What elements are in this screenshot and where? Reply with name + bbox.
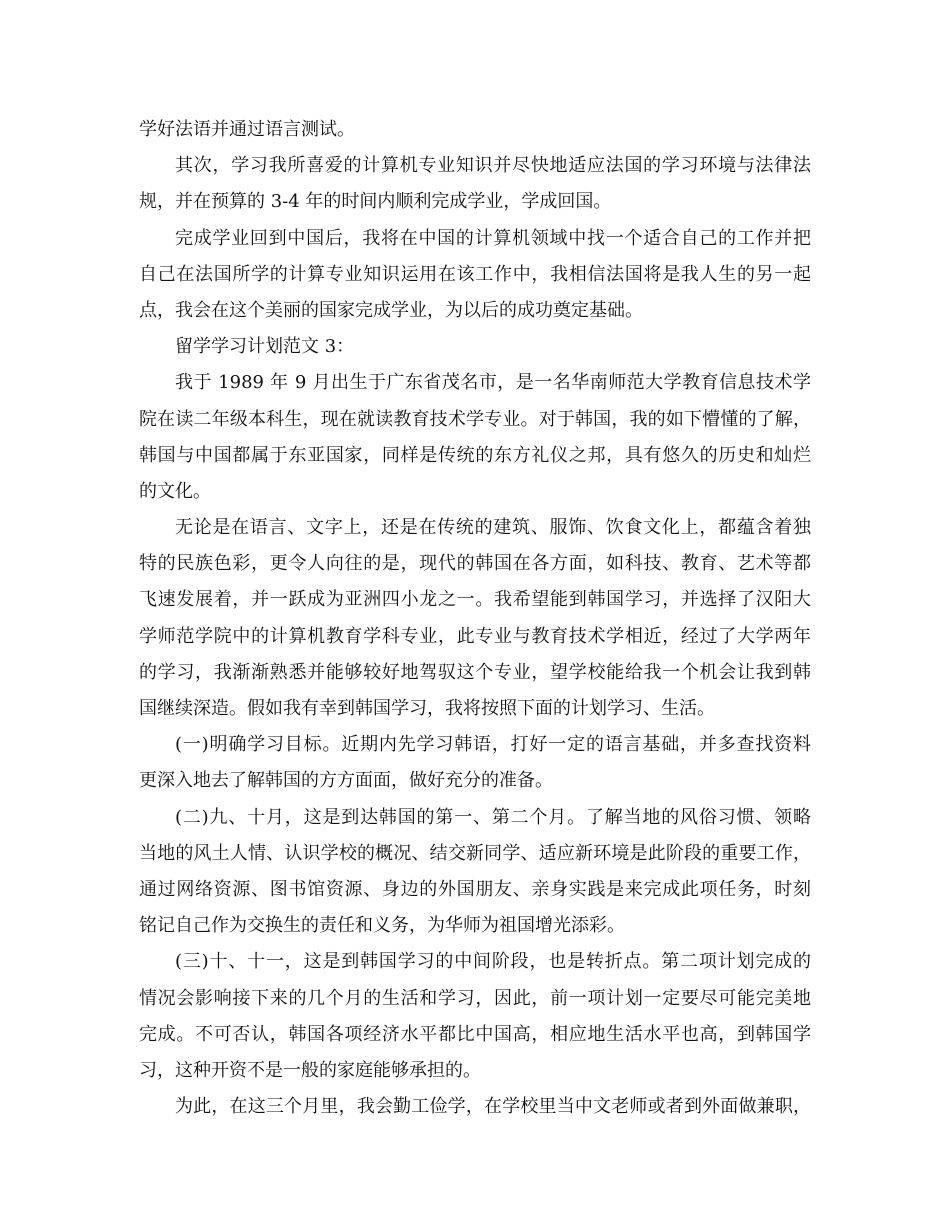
text-line: 更深入地去了解韩国的方方面面，做好充分的准备。 — [139, 770, 553, 792]
text-line: 韩国与中国都属于东亚国家，同样是传统的东方礼仪之邦，具有悠久的历史和灿烂 — [139, 444, 811, 466]
text-line: 点，我会在这个美丽的国家完成学业，为以后的成功奠定基础。 — [139, 299, 643, 321]
text-line: 当地的风土人情、认识学校的概况、结交新同学、适应新环境是此阶段的重要工作， — [139, 842, 811, 864]
text-line: 的学习，我渐渐熟悉并能够较好地驾驭这个专业，望学校能给我一个机会让我到韩 — [139, 661, 811, 683]
text-line: 完成。不可否认，韩国各项经济水平都比中国高，相应地生活水平也高，到韩国学 — [139, 1023, 811, 1045]
text-line: 我于 1989 年 9 月出生于广东省茂名市，是一名华南师范大学教育信息技术学 — [175, 372, 811, 394]
text-line: 飞速发展着，并一跃成为亚洲四小龙之一。我希望能到韩国学习，并选择了汉阳大 — [139, 589, 811, 611]
text-line: 完成学业回到中国后，我将在中国的计算机领域中找一个适合自己的工作并把 — [175, 227, 811, 249]
text-line: (一)明确学习目标。近期内先学习韩语，打好一定的语言基础，并多查找资料 — [175, 734, 811, 756]
text-line: 铭记自己作为交换生的责任和义务，为华师为祖国增光添彩。 — [139, 915, 625, 937]
text-line: 自己在法国所学的计算专业知识运用在该工作中，我相信法国将是我人生的另一起 — [139, 263, 811, 285]
text-line: 为此，在这三个月里，我会勤工俭学，在学校里当中文老师或者到外面做兼职， — [175, 1096, 811, 1118]
text-line: 通过网络资源、图书馆资源、身边的外国朋友、亲身实践是来完成此项任务，时刻 — [139, 878, 811, 900]
text-line: 学好法语并通过语言测试。 — [139, 119, 355, 140]
section-heading: 留学学习计划范文 3： — [175, 336, 355, 358]
text-line: 无论是在语言、文字上，还是在传统的建筑、服饰、饮食文化上，都蕴含着独 — [175, 517, 811, 539]
text-line: (三)十、十一，这是到韩国学习的中间阶段，也是转折点。第二项计划完成的 — [175, 951, 811, 973]
text-line: 特的民族色彩，更令人向往的是，现代的韩国在各方面，如科技、教育、艺术等都 — [139, 553, 811, 575]
text-line: 国继续深造。假如我有幸到韩国学习，我将按照下面的计划学习、生活。 — [139, 698, 715, 719]
text-line: (二)九、十月，这是到达韩国的第一、第二个月。了解当地的风俗习惯、领略 — [175, 806, 811, 828]
document-body — [139, 112, 811, 1125]
text-line: 情况会影响接下来的几个月的生活和学习，因此，前一项计划一定要尽可能完美地 — [139, 987, 811, 1009]
text-line: 学师范学院中的计算机教育学科专业，此专业与教育技术学相近，经过了大学两年 — [139, 625, 811, 647]
text-line: 其次，学习我所喜爱的计算机专业知识并尽快地适应法国的学习环境与法律法 — [175, 155, 811, 177]
text-line: 的文化。 — [139, 480, 211, 502]
text-line: 院在读二年级本科生，现在就读教育技术学专业。对于韩国，我的如下懵懂的了解， — [139, 408, 811, 430]
text-line: 规，并在预算的 3-4 年的时间内顺利完成学业，学成回国。 — [139, 191, 612, 213]
text-line: 习，这种开资不是一般的家庭能够承担的。 — [139, 1059, 481, 1081]
